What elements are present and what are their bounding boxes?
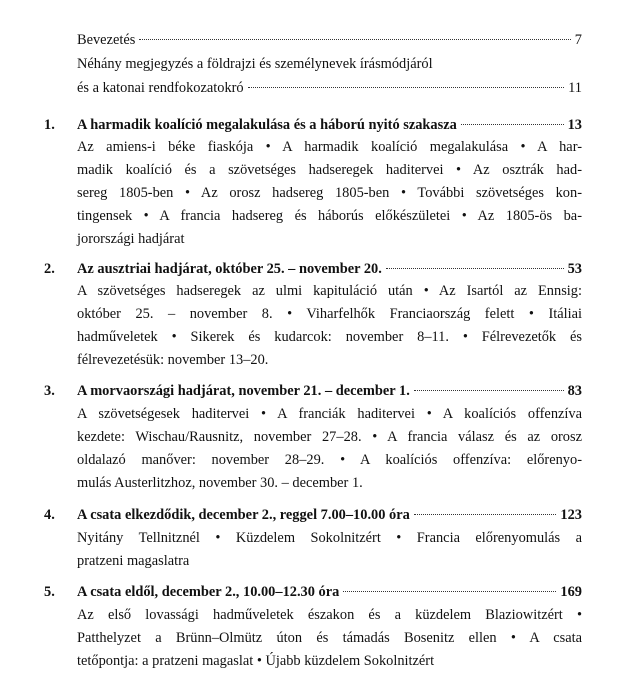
chapter-summary-line: Nyitány Tellnitznél • Küzdelem Sokolnitzért • Francia előrenyomulás a bbox=[77, 530, 582, 546]
toc-page-number: 53 bbox=[567, 261, 582, 277]
chapter-summary-line: jorországi hadjárat bbox=[77, 231, 185, 247]
toc-page-number: 11 bbox=[568, 80, 582, 96]
chapter-summary-line: hadműveletek • Sikerek és kudarcok: november 8–11. • Félrevezetők és bbox=[77, 329, 582, 345]
dot-leader bbox=[386, 268, 564, 269]
toc-title: Bevezetés bbox=[77, 32, 136, 48]
chapter-summary-line: október 25. – november 8. • Viharfelhők Franciaország felett • Itáliai bbox=[77, 306, 582, 322]
dot-leader bbox=[139, 39, 570, 40]
chapter-summary-line: Patthelyzet a Brünn–Olmütz úton és támadás Bosenitz ellen • A csata bbox=[77, 630, 582, 646]
toc-entry-chapter-1 bbox=[77, 114, 582, 136]
chapter-summary-line: kezdete: Wischau/Rausnitz, november 27–28. • A francia válasz és az orosz bbox=[77, 429, 582, 445]
chapter-summary-line: oldalazó manőver: november 28–29. • A koalíciós offenzíva: előrenyo- bbox=[77, 452, 582, 468]
chapter-summary-line: Az amiens-i béke fiaskója • A harmadik koalíció megalakulása • A har- bbox=[77, 139, 582, 155]
toc-title-line: Néhány megjegyzés a földrajzi és személynevek írásmódjáról bbox=[77, 56, 433, 72]
chapter-number: 4. bbox=[44, 507, 55, 523]
toc-page-number: 169 bbox=[560, 584, 582, 600]
toc-page-number: 123 bbox=[560, 507, 582, 523]
chapter-number: 1. bbox=[44, 117, 55, 133]
chapter-title: A csata elkezdődik, december 2., reggel 7.00–10.00 óra bbox=[77, 507, 410, 523]
chapter-summary-line: mulás Austerlitzhoz, november 30. – december 1. bbox=[77, 475, 363, 491]
dot-leader bbox=[248, 87, 565, 88]
chapter-summary-line: madik koalíció és a szövetséges hadseregek haditervei • Az osztrák had- bbox=[77, 162, 582, 178]
chapter-summary-line: tetőpontja: a pratzeni magaslat • Újabb küzdelem Sokolnitzért bbox=[77, 653, 435, 669]
chapter-number: 2. bbox=[44, 261, 55, 277]
toc-entry-chapter-2 bbox=[77, 258, 582, 280]
toc-title: és a katonai rendfokozatokró bbox=[77, 80, 244, 96]
chapter-title: A csata eldől, december 2., 10.00–12.30 óra bbox=[77, 584, 340, 600]
chapter-title: A morvaországi hadjárat, november 21. – december 1. bbox=[77, 383, 410, 399]
dot-leader bbox=[343, 591, 556, 592]
chapter-title: Az ausztriai hadjárat, október 25. – november 20. bbox=[77, 261, 382, 277]
chapter-number: 5. bbox=[44, 584, 55, 600]
toc-page-number: 7 bbox=[574, 32, 582, 48]
dot-leader bbox=[461, 124, 564, 125]
chapter-summary-line: sereg 1805-ben • Az orosz hadsereg 1805-ben • További szövetséges kon- bbox=[77, 185, 582, 201]
chapter-summary-line: A szövetségesek haditervei • A franciák haditervei • A koalíciós offenzíva bbox=[77, 406, 582, 422]
chapter-summary-line: tingensek • A francia hadsereg és háborús előkészületei • Az 1805-ös ba- bbox=[77, 208, 582, 224]
toc-page-number: 13 bbox=[567, 117, 582, 133]
chapter-summary-line: Az első lovassági hadműveletek északon és a küzdelem Blaziowitzért • bbox=[77, 607, 582, 623]
toc-entry-intro bbox=[77, 29, 582, 51]
dot-leader bbox=[414, 514, 557, 515]
dot-leader bbox=[414, 390, 564, 391]
chapter-summary-line: félrevezetésük: november 13–20. bbox=[77, 352, 269, 368]
chapter-number: 3. bbox=[44, 383, 55, 399]
toc-entry-chapter-5 bbox=[77, 581, 582, 603]
toc-entry-chapter-4 bbox=[77, 504, 582, 526]
chapter-summary-line: pratzeni magaslatra bbox=[77, 553, 190, 569]
toc-entry-chapter-3 bbox=[77, 380, 582, 402]
toc-entry-notes bbox=[77, 77, 582, 99]
chapter-summary-line: A szövetséges hadseregek az ulmi kapituláció után • Az Isartól az Ennsig: bbox=[77, 283, 582, 299]
chapter-title: A harmadik koalíció megalakulása és a háború nyitó szakasza bbox=[77, 117, 457, 133]
toc-page-number: 83 bbox=[567, 383, 582, 399]
